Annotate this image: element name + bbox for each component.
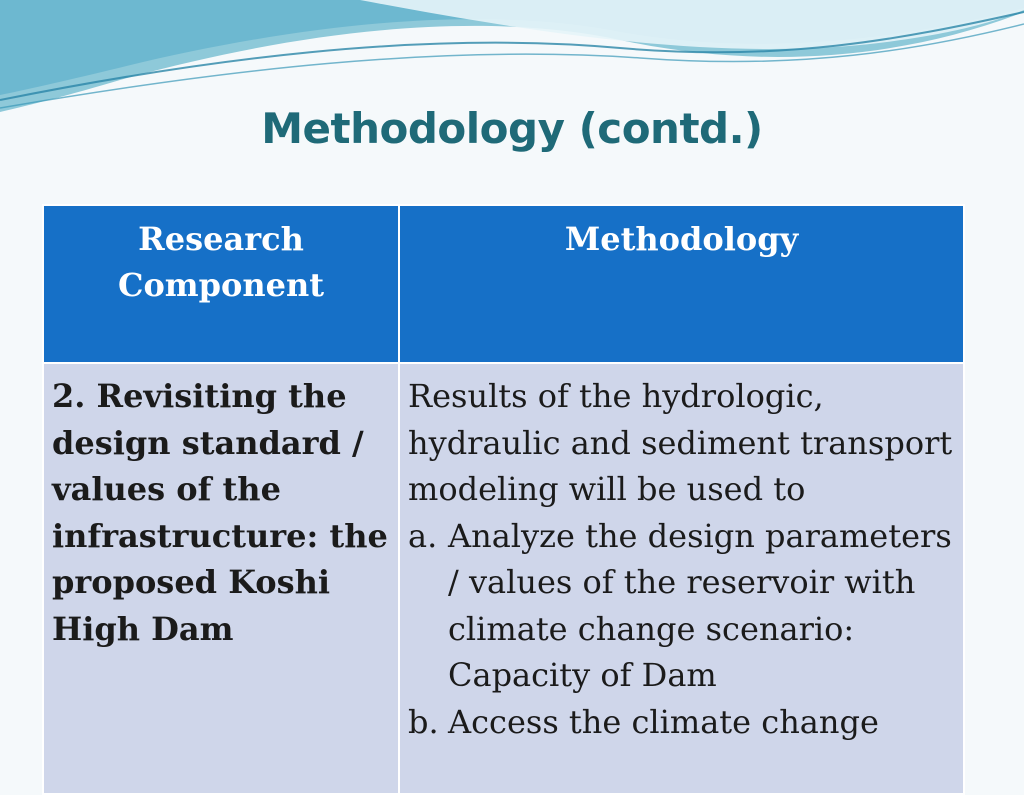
methodology-intro: Results of the hydrologic, hydraulic and sediment transport modeling will be used to	[408, 377, 953, 508]
methodology-table	[42, 204, 965, 795]
research-component-cell: 2. Revisiting the design standard / values of the infrastructure: the proposed Koshi High Dam	[43, 363, 399, 794]
table-header-row	[43, 205, 964, 363]
list-item	[408, 513, 955, 699]
table-row	[43, 363, 964, 794]
header-methodology: Methodology	[399, 205, 964, 363]
list-item-text: Access the climate change	[448, 702, 879, 741]
methodology-steps	[408, 513, 955, 746]
list-item-text: Analyze the design parameters / values of the reservoir with climate change scenario: Capacity of Dam	[448, 516, 952, 694]
slide-title: Methodology (contd.)	[261, 104, 763, 153]
methodology-cell	[399, 363, 964, 794]
list-item	[408, 699, 955, 746]
decorative-wave-banner	[0, 0, 1024, 120]
list-marker: b.	[408, 702, 439, 741]
list-marker: a.	[408, 516, 438, 555]
header-research-component: Research Component	[43, 205, 399, 363]
